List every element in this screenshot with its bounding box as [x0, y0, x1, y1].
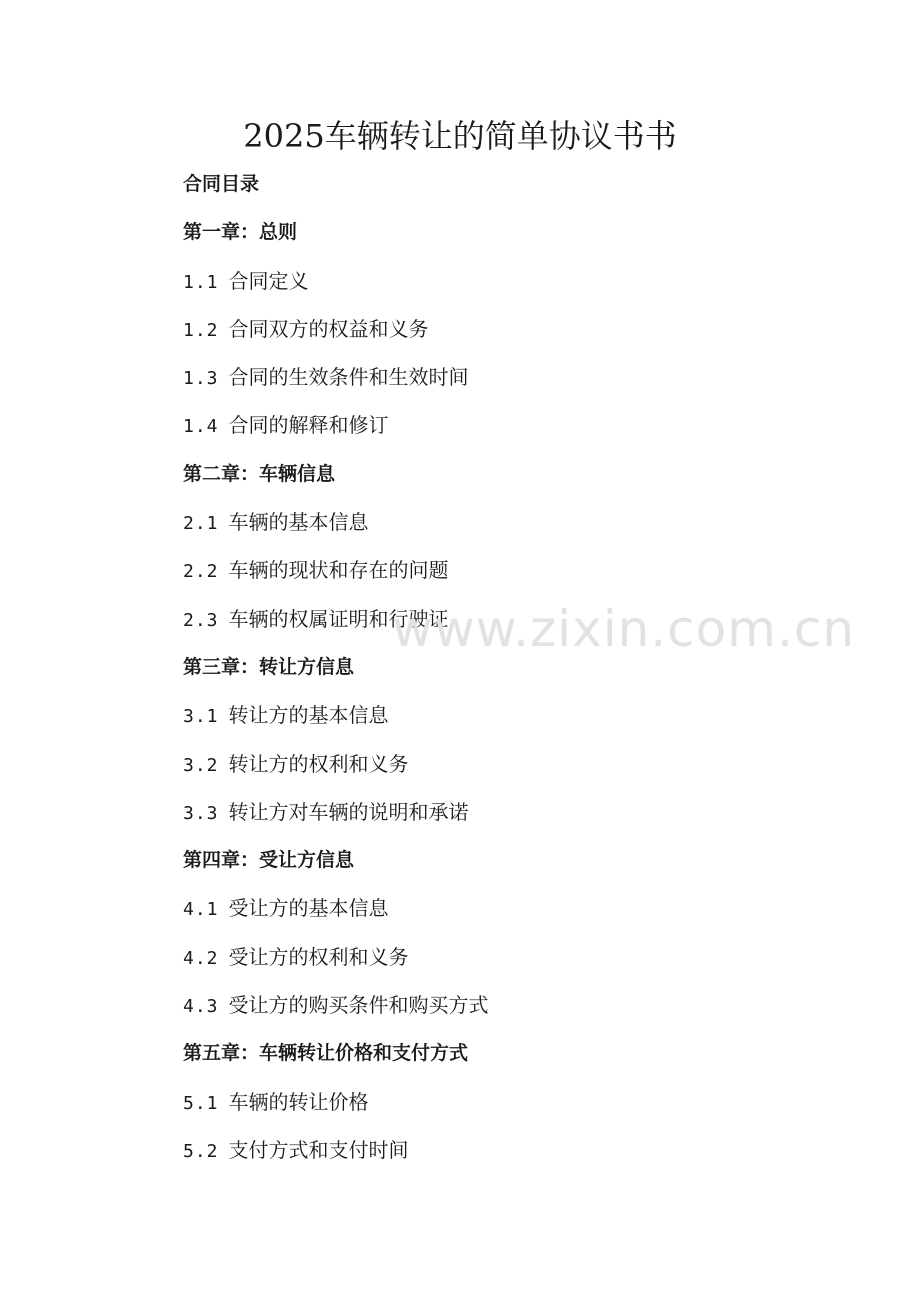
toc-item-number: 2.1 — [183, 513, 219, 535]
toc-heading — [183, 842, 863, 890]
toc-item — [183, 552, 863, 600]
toc-heading-text: 第四章：受让方信息 — [183, 849, 355, 872]
toc-heading-text: 第三章：转让方信息 — [183, 655, 355, 678]
toc-item-number: 1.3 — [183, 368, 219, 390]
toc-item-text: 支付方式和支付时间 — [228, 1137, 409, 1162]
toc-item-text: 转让方对车辆的说明和承诺 — [228, 799, 469, 824]
toc-item — [183, 987, 863, 1035]
toc-item — [183, 359, 863, 407]
toc-item-number: 5.2 — [183, 1140, 219, 1162]
toc-heading-text: 第二章：车辆信息 — [183, 462, 336, 485]
toc-item-text: 合同双方的权益和义务 — [228, 316, 429, 341]
toc-heading — [183, 166, 863, 214]
toc-item-text: 车辆的转让价格 — [228, 1089, 369, 1114]
toc-item-number: 2.3 — [183, 609, 219, 631]
toc-item-text: 转让方的权利和义务 — [228, 751, 409, 776]
toc-item-text: 转让方的基本信息 — [228, 703, 389, 728]
toc-heading — [183, 456, 863, 504]
toc-heading — [183, 1035, 863, 1083]
toc-heading — [183, 649, 863, 697]
toc-item-text: 受让方的基本信息 — [228, 896, 389, 921]
toc-item-text: 合同定义 — [228, 268, 309, 293]
toc-item-number: 1.2 — [183, 319, 219, 341]
toc-item-number: 4.2 — [183, 947, 219, 969]
toc-item — [183, 890, 863, 938]
toc-item-text: 车辆的现状和存在的问题 — [228, 558, 449, 583]
table-of-contents — [183, 166, 863, 1180]
toc-heading — [183, 214, 863, 262]
toc-item — [183, 697, 863, 745]
toc-item-number: 4.3 — [183, 996, 219, 1018]
toc-item — [183, 601, 863, 649]
toc-item — [183, 407, 863, 455]
toc-item-number: 3.1 — [183, 706, 219, 728]
toc-item-number: 5.1 — [183, 1092, 219, 1114]
toc-item-number: 3.3 — [183, 802, 219, 824]
toc-item — [183, 263, 863, 311]
toc-item-text: 合同的生效条件和生效时间 — [228, 365, 469, 390]
toc-heading-text: 合同目录 — [183, 173, 260, 195]
toc-heading-text: 第五章：车辆转让价格和支付方式 — [183, 1042, 469, 1065]
toc-item-text: 车辆的权属证明和行驶证 — [228, 606, 449, 631]
toc-item-number: 1.4 — [183, 416, 219, 438]
toc-item-text: 受让方的购买条件和购买方式 — [228, 993, 489, 1018]
toc-item — [183, 746, 863, 794]
toc-item — [183, 939, 863, 987]
toc-item-number: 4.1 — [183, 899, 219, 921]
toc-item — [183, 504, 863, 552]
toc-item-number: 3.2 — [183, 754, 219, 776]
toc-item — [183, 1132, 863, 1180]
toc-item-text: 合同的解释和修订 — [228, 413, 389, 438]
document-title: 2025车辆转让的简单协议书书 — [243, 117, 677, 155]
toc-item-number: 2.2 — [183, 561, 219, 583]
watermark: www.zixin.com.cn — [392, 600, 856, 658]
toc-item-text: 受让方的权利和义务 — [228, 944, 409, 969]
toc-item — [183, 794, 863, 842]
toc-item-text: 车辆的基本信息 — [228, 510, 369, 535]
toc-item — [183, 311, 863, 359]
toc-item — [183, 1084, 863, 1132]
toc-heading-text: 第一章：总则 — [183, 221, 298, 244]
toc-item-number: 1.1 — [183, 271, 219, 293]
